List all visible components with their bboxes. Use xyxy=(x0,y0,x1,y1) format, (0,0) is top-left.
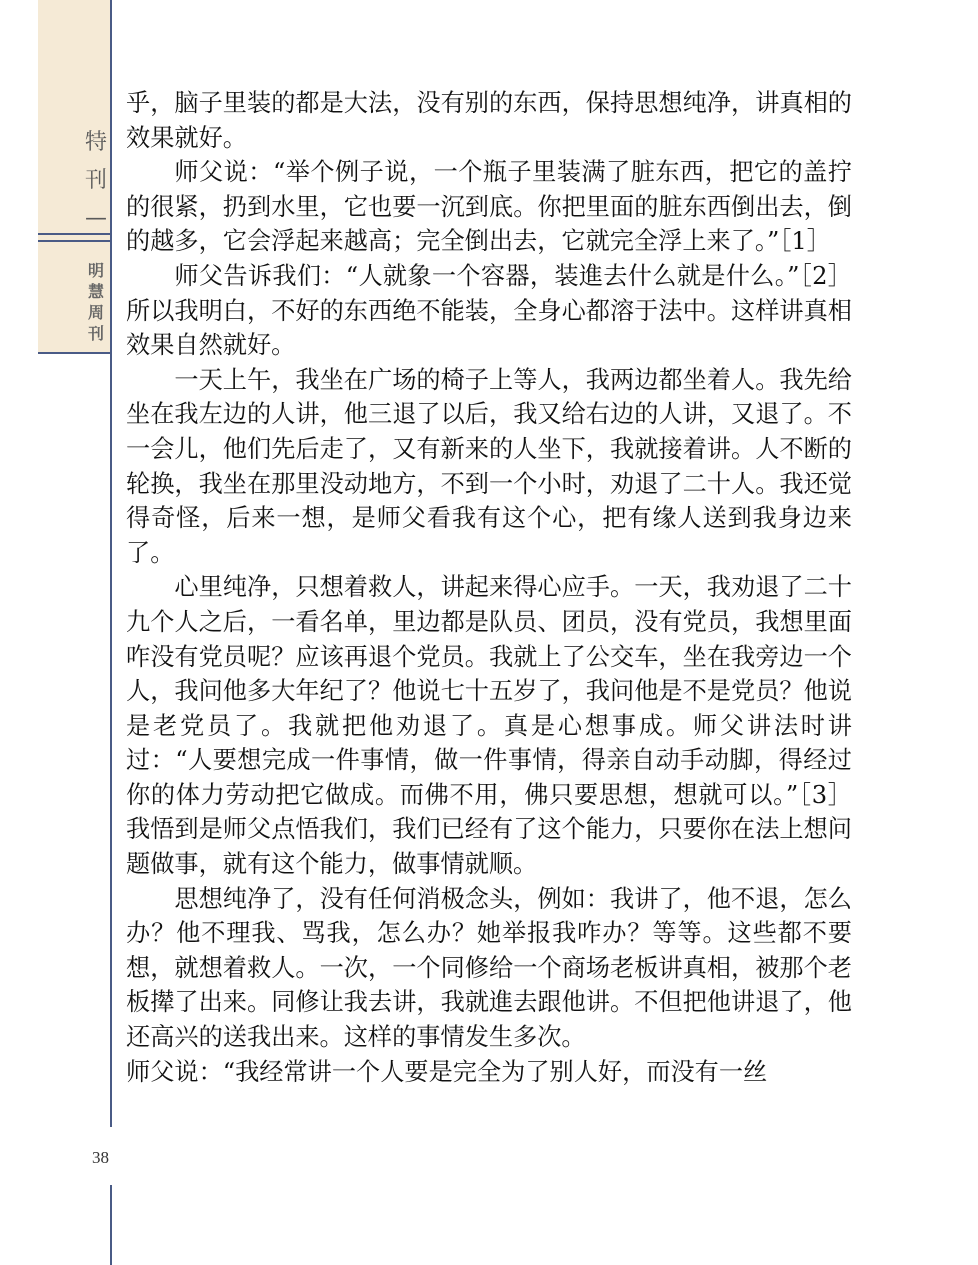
paragraph: 乎，脑子里装的都是大法，没有别的东西，保持思想纯净，讲真相的效果就好。 xyxy=(126,89,852,152)
publication-label: 明 慧 周 刊 xyxy=(87,261,104,343)
article-body xyxy=(126,86,852,1089)
margin-line xyxy=(110,352,112,1127)
paragraph: 思想纯净了，没有任何消极念头，例如：我讲了，他不退，怎么办？他不理我、骂我，怎么办？她举报我咋办？等等。这些都不要想，就想着救人。一次，一个同修给一个商场老板讲真相，被那个老板撵了出来。同修让我去讲，我就進去跟他讲。不但把他讲退了，他还高兴的送我出来。这样的事情发生多次。 xyxy=(126,884,852,1052)
paragraph: 师父说：“我经常讲一个人要是完全为了别人好，而没有一丝 xyxy=(126,1057,768,1086)
paragraph: 一天上午，我坐在广场的椅子上等人，我两边都坐着人。我先给坐在我左边的人讲，他三退了以后，我又给右边的人讲，又退了。不一会儿，他们先后走了，又有新来的人坐下，我就接着讲。人不断的轮换，我坐在那里没动地方，不到一个小时，劝退了二十人。我还觉得奇怪，后来一想，是师父看我有这个心，把有缘人送到我身边来了。 xyxy=(126,365,852,567)
page-number: 38 xyxy=(92,1148,109,1167)
paragraph: 师父说：“举个例子说，一个瓶子里装满了脏东西，把它的盖拧的很紧，扔到水里，它也要一沉到底。你把里面的脏东西倒出去，倒的越多，它会浮起来越高；完全倒出去，它就完全浮上来了。”［1］ xyxy=(126,158,852,256)
paragraph: 心里纯净，只想着救人，讲起来得心应手。一天，我劝退了二十九个人之后，一看名单，里边都是队员、团员，没有党员，我想里面咋没有党员呢？应该再退个党员。我就上了公交车，坐在我旁边一个人，我问他多大年纪了？他说七十五岁了，我问他是不是党员？他说是老党员了。我就把他劝退了。真是心想事成。师父讲法时讲过：“人要想完成一件事情，做一件事情，得亲自动手动脚，得经过你的体力劳动把它做成。而佛不用，佛只要思想，想就可以。”［3］我悟到是师父点悟我们，我们已经有了这个能力，只要你在法上想问题做事，就有这个能力，做事情就顺。 xyxy=(126,573,852,879)
margin-line-bottom xyxy=(110,1185,112,1265)
tab-divider xyxy=(38,240,112,242)
paragraph: 师父告诉我们：“人就象一个容器，装進去什么就是什么。”［2］所以我明白，不好的东西绝不能装，全身心都溶于法中。这样讲真相效果自然就好。 xyxy=(126,261,852,360)
section-label: 特 刊 — xyxy=(84,130,107,231)
